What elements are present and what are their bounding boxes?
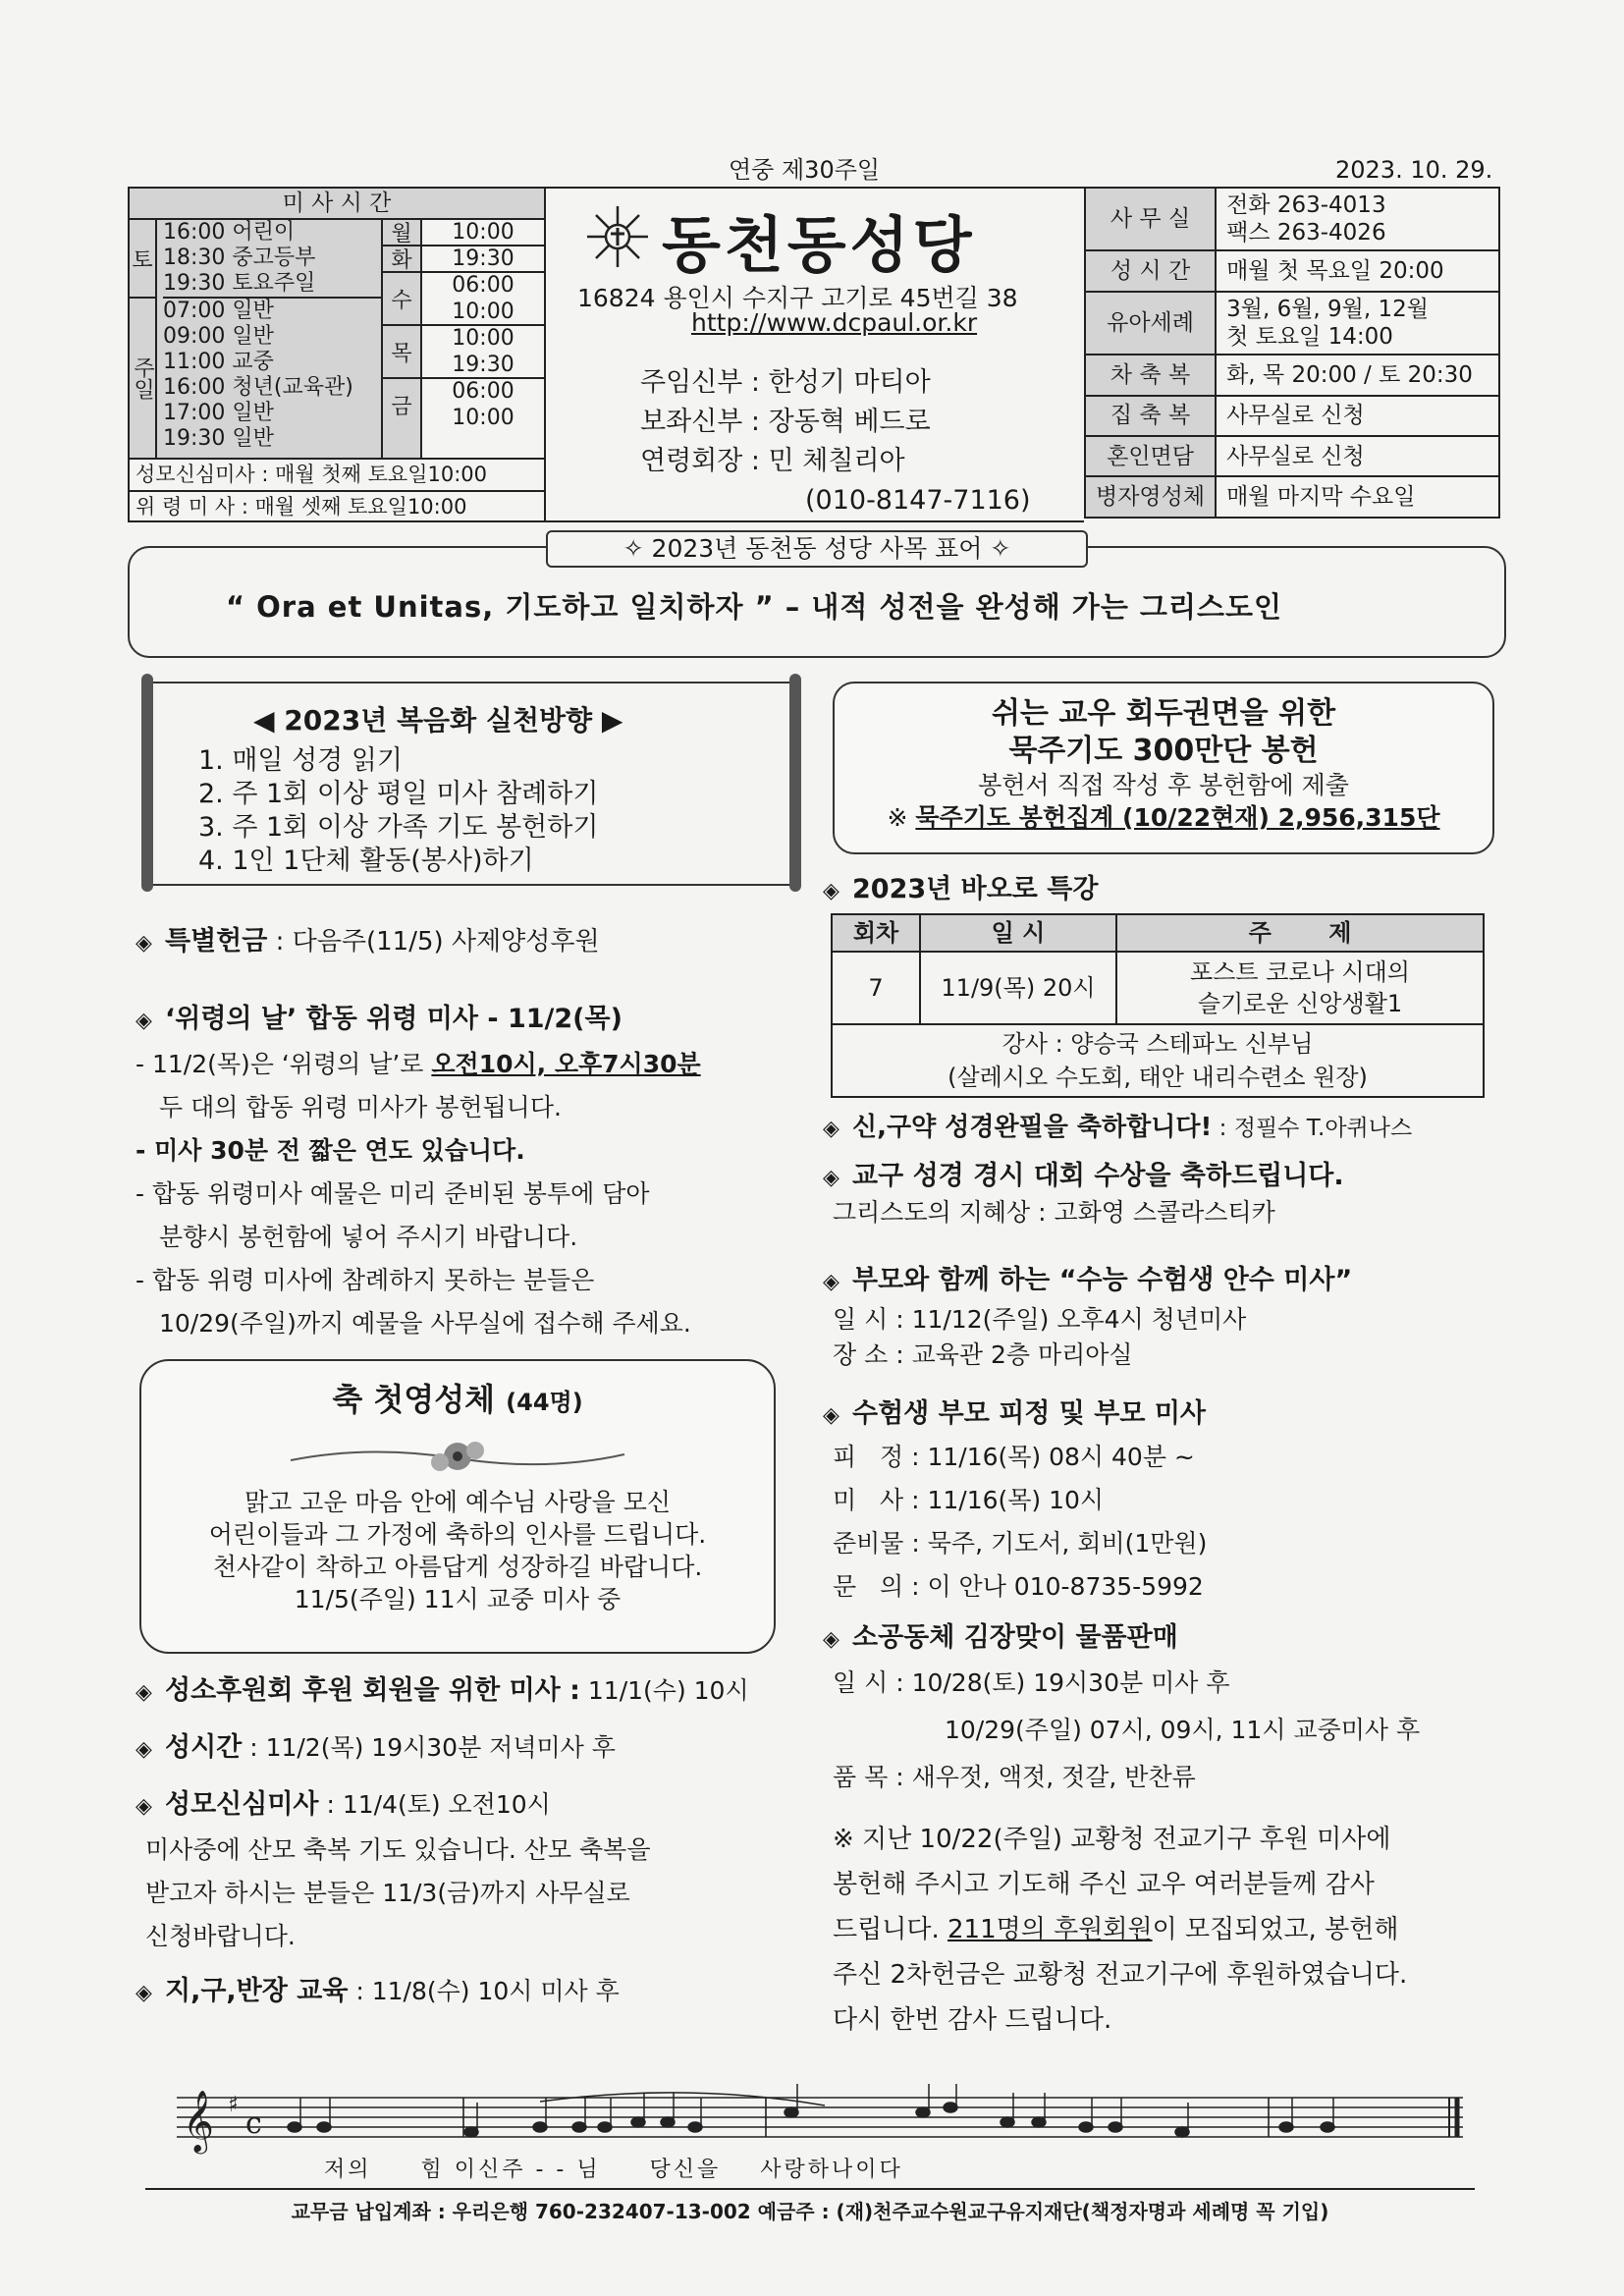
office-value: 3월, 6월, 9월, 12월 첫 토요일 14:00 — [1216, 292, 1499, 355]
parent-retreat-line4: 문 의 : 이 안나 010-8735-5992 — [833, 1572, 1204, 1601]
assistant-name: 장동혁 베드로 — [768, 407, 931, 437]
diamond-icon: ◈ — [135, 1737, 152, 1762]
evangelization-item: 1. 매일 성경 읽기 — [198, 745, 404, 776]
sunday-mass-time: 11:00 교중 — [163, 350, 274, 374]
first-communion-line2: 어린이들과 그 가정에 축하의 인사를 드립니다. — [208, 1520, 707, 1549]
weekday-mass-time: 19:30 — [422, 246, 544, 273]
motto-title: ✧ 2023년 동천동 성당 사목 표어 ✧ — [546, 530, 1088, 568]
rosary-line2: 묵주기도 300만단 봉헌 — [1008, 734, 1319, 768]
leaders-training-title: 지,구,반장 교육 — [165, 1976, 349, 2006]
first-communion-count: (44명) — [506, 1389, 583, 1416]
memorial-times: 오전10시, 오후7시30분 — [431, 1050, 701, 1078]
exam-mass-title: 부모와 함께 하는 “수능 수험생 안수 미사” — [852, 1265, 1353, 1295]
bible-completion-title: 신,구약 성경완필을 축하합니다! — [852, 1113, 1213, 1142]
rosary-note-mark: ※ — [887, 803, 916, 832]
week-label: 연중 제30주일 — [729, 156, 881, 184]
bulletin-date: 2023. 10. 29. — [1335, 156, 1493, 184]
evangelization-item: 2. 주 1회 이상 평일 미사 참례하기 — [198, 779, 599, 809]
sunday-mass-time: 16:00 청년(교육관) — [163, 375, 353, 400]
weekday-mass-time: 10:00 — [452, 326, 514, 351]
hymn-lyrics: 저의 힘 이신주 - - 님 당신을 사랑하나이다 — [324, 2158, 903, 2182]
pastor-name: 한성기 마티아 — [768, 367, 931, 398]
parent-retreat-line3: 준비물 : 묵주, 기도서, 회비(1만원) — [833, 1529, 1208, 1558]
special-offering-title: 특별헌금 — [165, 926, 268, 957]
mass-times-box — [128, 187, 546, 522]
chair-name: 민 체칠리아 — [768, 446, 905, 476]
holy-hour-title: 성시간 — [165, 1732, 243, 1763]
thanks-line1: ※ 지난 10/22(주일) 교황청 전교기구 후원 미사에 — [833, 1825, 1391, 1854]
marian-mass-text: : 11/4(토) 오전10시 — [318, 1790, 551, 1819]
office-label: 집 축 복 — [1085, 396, 1216, 436]
chair-phone: (010-8147-7116) — [805, 485, 1031, 516]
memorial-line1a: - 11/2(목)은 ‘위령의 날’로 — [135, 1050, 432, 1078]
diamond-icon: ◈ — [823, 1166, 839, 1190]
memorial-line6: - 합동 위령 미사에 참례하지 못하는 분들은 — [135, 1266, 595, 1294]
svg-text:♯: ♯ — [228, 2093, 239, 2117]
office-info-table — [1084, 187, 1500, 519]
lecture-topic: 포스트 코로나 시대의 슬기로운 신앙생활1 — [1116, 952, 1484, 1024]
office-value: 매월 첫 목요일 20:00 — [1216, 250, 1499, 291]
lecture-date: 11/9(목) 20시 — [920, 952, 1116, 1024]
vocation-mass-text: 11/1(수) 10시 — [579, 1676, 749, 1705]
diamond-icon: ◈ — [823, 879, 839, 903]
first-communion-line4: 11/5(주일) 11시 교중 미사 중 — [294, 1585, 622, 1613]
lecture-round: 7 — [832, 952, 920, 1024]
offering-account: 교무금 납입계좌 : 우리은행 760-232407-13-002 예금주 : (재)천주교수원교구유지재단(책정자명과 세례명 꼭 기입) — [291, 2200, 1329, 2223]
sunday-mass-time: 19:30 일반 — [163, 426, 274, 451]
weekday-label: 금 — [391, 394, 412, 419]
thanks-line5: 다시 한번 감사 드립니다. — [833, 2005, 1112, 2035]
office-value: 사무실로 신청 — [1216, 436, 1499, 476]
vocation-mass-title: 성소후원회 후원 회원을 위한 미사 : — [165, 1675, 580, 1706]
parent-retreat-line2: 미 사 : 11/16(목) 10시 — [833, 1486, 1105, 1514]
requiem-mass-schedule: 위 령 미 사 : 매월 셋째 토요일10:00 — [135, 495, 467, 519]
thanks-line3c: 이 모집되었고, 봉헌해 — [1152, 1915, 1399, 1944]
pastor-label: 주임신부 : — [640, 367, 761, 398]
saturday-mass-time: 19:30 토요주일 — [163, 271, 316, 296]
lecture-header-date: 일 시 — [920, 914, 1116, 952]
office-label: 차 축 복 — [1085, 355, 1216, 395]
marian-mass-schedule: 성모신심미사 : 매월 첫째 토요일10:00 — [130, 460, 544, 492]
diamond-icon: ◈ — [135, 1794, 152, 1819]
sunday-mass-time: 09:00 일반 — [163, 324, 274, 349]
rosary-line3: 봉헌서 직접 작성 후 봉헌함에 제출 — [978, 771, 1349, 799]
saturday-mass-time: 16:00 어린이 — [163, 220, 296, 245]
holy-hour-text: : 11/2(목) 19시30분 저녁미사 후 — [242, 1733, 616, 1762]
weekday-mass-time: 10:00 — [422, 220, 544, 246]
flower-ornament-icon — [281, 1427, 634, 1486]
lecture-header-topic: 주 제 — [1116, 914, 1484, 952]
rosary-line1: 쉬는 교우 회두권면을 위한 — [991, 696, 1336, 731]
lecture-title: 2023년 바오로 특강 — [852, 874, 1099, 904]
memorial-line2: 두 대의 합동 위령 미사가 봉헌됩니다. — [159, 1093, 562, 1121]
memorial-line4: - 합동 위령미사 예물은 미리 준비된 봉투에 담아 — [135, 1179, 650, 1208]
cross-icon — [583, 202, 652, 271]
weekday-mass-time: 19:30 — [422, 353, 544, 379]
diamond-icon: ◈ — [823, 1117, 839, 1141]
marian-mass-title: 성모신심미사 — [165, 1789, 319, 1820]
office-label: 성 시 간 — [1085, 250, 1216, 291]
diamond-icon: ◈ — [135, 931, 152, 956]
evangelization-item: 4. 1인 1단체 활동(봉사)하기 — [198, 846, 534, 876]
weekday-mass-time: 10:00 — [422, 300, 544, 326]
weekday-label: 월 — [383, 220, 420, 246]
lecture-speaker-affiliation: (살레시오 수도회, 태안 내리수련소 원장) — [947, 1064, 1368, 1091]
memorial-line5: 분향시 봉헌함에 넣어 주시기 바랍니다. — [159, 1223, 578, 1251]
office-value: 전화 263-4013 팩스 263-4026 — [1216, 188, 1499, 250]
thanks-line4: 주신 2차헌금은 교황청 전교기구에 후원하였습니다. — [833, 1960, 1408, 1990]
assistant-label: 보좌신부 : — [640, 407, 761, 437]
diamond-icon: ◈ — [823, 1627, 839, 1652]
marian-line3: 신청바랍니다. — [145, 1922, 296, 1950]
memorial-line7: 10/29(주일)까지 예물을 사무실에 접수해 주세요. — [159, 1309, 691, 1338]
saturday-mass-time: 18:30 중고등부 — [163, 246, 316, 270]
parent-retreat-line1: 피 정 : 11/16(목) 08시 40분 ~ — [833, 1443, 1195, 1471]
memorial-line3: - 미사 30분 전 짧은 연도 있습니다. — [135, 1136, 525, 1165]
lecture-speaker: 강사 : 양승국 스테파노 신부님 — [1001, 1030, 1314, 1058]
kimchi-sale-line3: 품 목 : 새우젓, 액젓, 젓갈, 반찬류 — [833, 1763, 1196, 1791]
exam-mass-line2: 장 소 : 교육관 2층 마리아실 — [833, 1340, 1133, 1369]
diamond-icon: ◈ — [135, 1680, 152, 1705]
sunday-mass-time: 17:00 일반 — [163, 401, 274, 425]
svg-text:𝄞: 𝄞 — [183, 2090, 214, 2152]
bible-contest-text: 그리스도의 지혜상 : 고화영 스콜라스티카 — [833, 1198, 1275, 1227]
parent-retreat-title: 수험생 부모 피정 및 부모 미사 — [852, 1398, 1206, 1429]
diamond-icon: ◈ — [823, 1403, 839, 1428]
saturday-label: 토 — [130, 220, 155, 299]
motto-text: “ Ora et Unitas, 기도하고 일치하자 ” – 내적 성전을 완성해 가는 그리스도인 — [226, 590, 1282, 624]
office-value: 사무실로 신청 — [1216, 396, 1499, 436]
lecture-table — [831, 913, 1485, 1098]
bible-contest-title: 교구 성경 경시 대회 수상을 축하드립니다. — [852, 1161, 1344, 1191]
bible-completion-text: : 정필수 T.아퀴나스 — [1212, 1116, 1413, 1141]
weekday-label: 화 — [383, 246, 420, 273]
office-value: 매월 마지막 수요일 — [1216, 476, 1499, 518]
office-label: 병자영성체 — [1085, 476, 1216, 518]
weekday-mass-time: 10:00 — [452, 406, 514, 430]
marian-line1: 미사중에 산모 축복 기도 있습니다. 산모 축복을 — [145, 1835, 651, 1864]
weekday-mass-time: 06:00 — [452, 379, 514, 404]
church-url[interactable]: http://www.dcpaul.or.kr — [691, 308, 978, 337]
kimchi-sale-line2: 10/29(주일) 07시, 09시, 11시 교중미사 후 — [945, 1716, 1421, 1744]
office-label: 사 무 실 — [1085, 188, 1216, 250]
first-communion-line3: 천사같이 착하고 아름답게 성장하길 바랍니다. — [212, 1553, 703, 1581]
office-label: 유아세례 — [1085, 292, 1216, 355]
marian-line2: 받고자 하시는 분들은 11/3(금)까지 사무실로 — [145, 1879, 630, 1907]
sunday-mass-time: 07:00 일반 — [163, 299, 274, 323]
thanks-line3a: 드립니다. — [833, 1915, 947, 1944]
first-communion-line1: 맑고 고운 마음 안에 예수님 사랑을 모신 — [244, 1488, 672, 1516]
leaders-training-text: : 11/8(수) 10시 미사 후 — [348, 1977, 620, 2005]
memorial-mass-title: ‘위령의 날’ 합동 위령 미사 - 11/2(목) — [165, 1004, 623, 1034]
exam-mass-line1: 일 시 : 11/12(주일) 오후4시 청년미사 — [833, 1305, 1247, 1334]
church-info — [542, 187, 1084, 522]
svg-text:c: c — [245, 2106, 262, 2141]
evangelization-title: ◀ 2023년 복음화 실천방향 ▶ — [253, 704, 623, 737]
rosary-tally: 묵주기도 봉헌집계 (10/22현재) 2,956,315단 — [915, 803, 1440, 832]
diamond-icon: ◈ — [823, 1270, 839, 1294]
diamond-icon: ◈ — [135, 1981, 152, 2005]
kimchi-sale-line1: 일 시 : 10/28(토) 19시30분 미사 후 — [833, 1668, 1230, 1697]
sunday-label: 주일 — [130, 356, 155, 400]
mass-times-title: 미 사 시 간 — [130, 189, 544, 220]
church-address: 16824 용인시 수지구 고기로 45번길 38 — [577, 284, 1018, 312]
office-value: 화, 목 20:00 / 토 20:30 — [1216, 355, 1499, 395]
diamond-icon: ◈ — [135, 1009, 152, 1033]
weekday-label: 수 — [383, 273, 420, 326]
evangelization-item: 3. 주 1회 이상 가족 기도 봉헌하기 — [198, 812, 599, 843]
lecture-header-round: 회차 — [832, 914, 920, 952]
kimchi-sale-title: 소공동체 김장맞이 물품판매 — [852, 1622, 1178, 1653]
church-name: 동천동성당 — [662, 209, 976, 281]
weekday-label: 목 — [383, 326, 420, 379]
weekday-mass-time: 06:00 — [452, 273, 514, 298]
first-communion-title: 축 첫영성체 — [332, 1381, 496, 1418]
special-offering-text: : 다음주(11/5) 사제양성후원 — [267, 927, 600, 957]
office-label: 혼인면담 — [1085, 436, 1216, 476]
chair-label: 연령회장 : — [640, 446, 761, 476]
thanks-line2: 봉헌해 주시고 기도해 주신 교우 여러분들께 감사 — [833, 1870, 1375, 1899]
thanks-member-count: 211명의 후원회원 — [947, 1915, 1153, 1944]
